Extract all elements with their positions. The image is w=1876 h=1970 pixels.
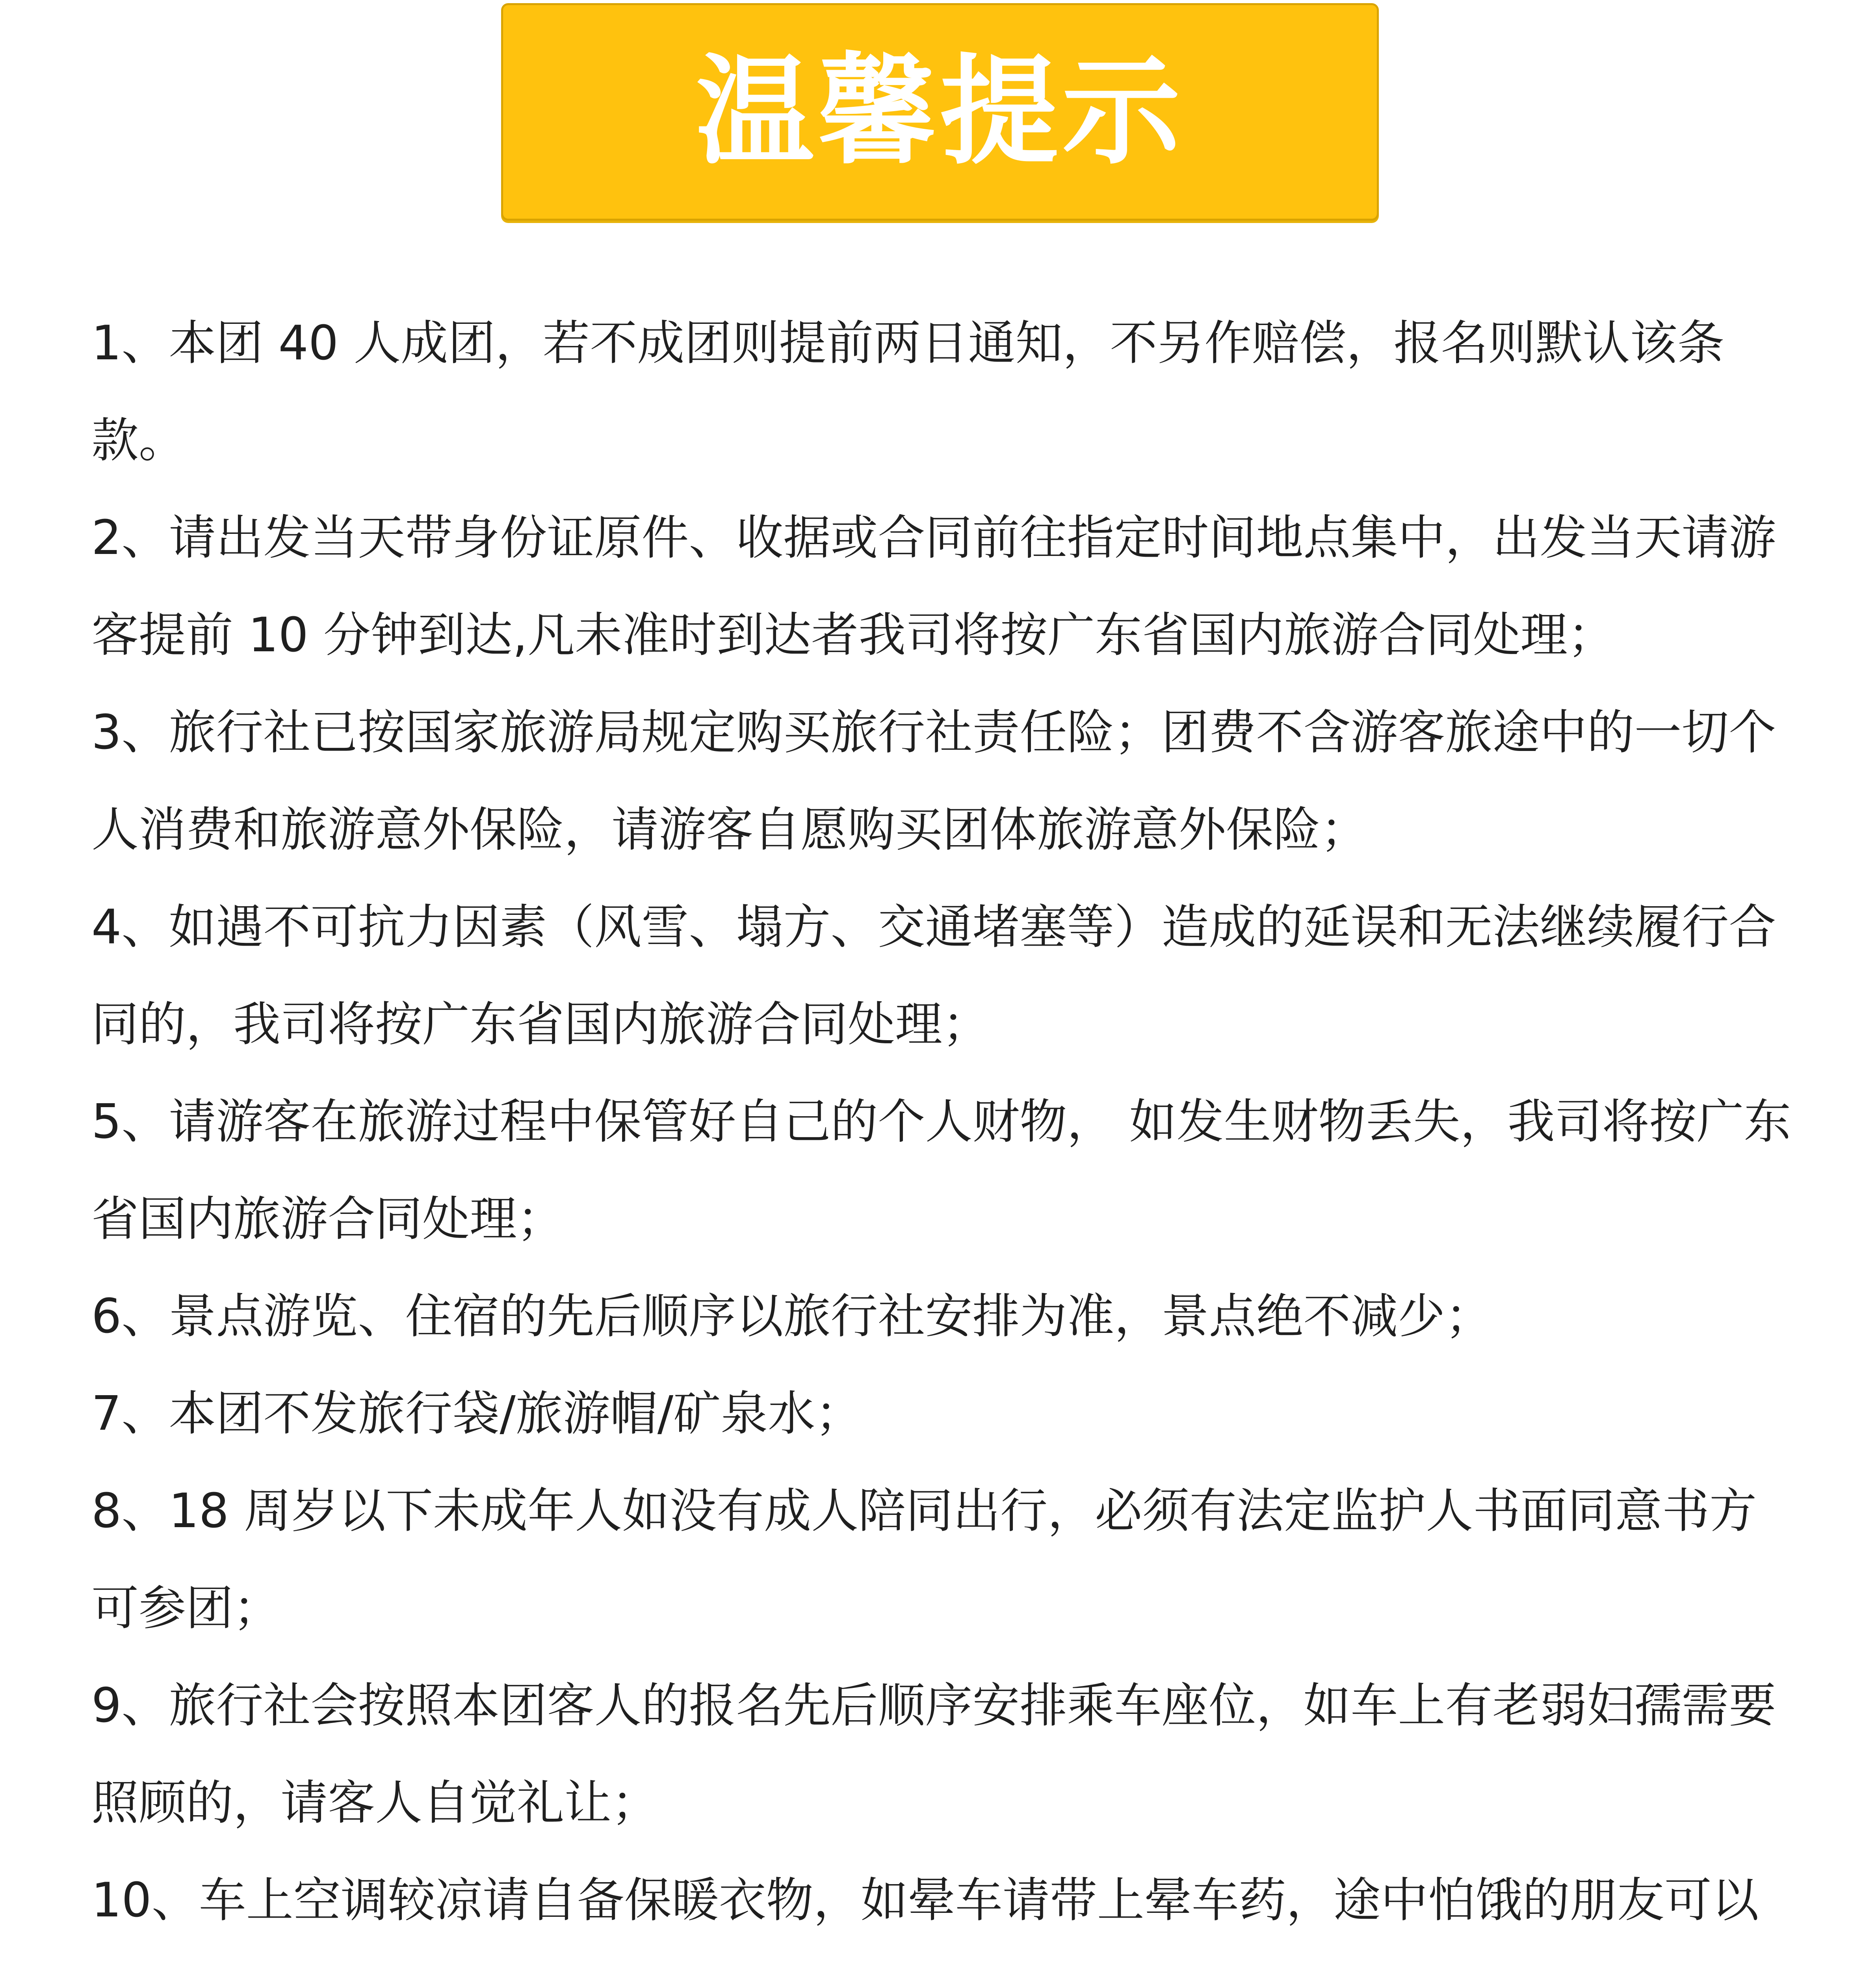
notice-item-5: 5、请游客在旅游过程中保管好自己的个人财物， 如发生财物丢失，我司将按广东省国内旅游合同处理；	[91, 1095, 1791, 1247]
notice-item-7: 7、本团不发旅行袋/旅游帽/矿泉水；	[91, 1386, 863, 1441]
notice-list	[91, 295, 1793, 1970]
notice-item-8: 8、18 周岁以下未成年人如没有成人陪同出行，必须有法定监护人书面同意书方可参团；	[91, 1484, 1757, 1636]
notice-item-4: 4、如遇不可抗力因素（风雪、塌方、交通堵塞等）造成的延误和无法继续履行合同的，我司将按广东省国内旅游合同处理；	[91, 900, 1776, 1052]
notice-item-2: 2、请出发当天带身份证原件、收据或合同前往指定时间地点集中，出发当天请游客提前 10 分钟到达,凡未准时到达者我司将按广东省国内旅游合同处理；	[91, 511, 1776, 663]
notice-item-10: 10、车上空调较凉请自备保暖衣物，如晕车请带上晕车药，途中怕饿的朋友可以	[91, 1873, 1759, 1928]
notice-item-6: 6、景点游览、住宿的先后顺序以旅行社安排为准，景点绝不减少；	[91, 1289, 1493, 1344]
notice-item-1: 1、本团 40 人成团，若不成团则提前两日通知，不另作赔偿，报名则默认该条款。	[91, 316, 1725, 468]
notice-item-9: 9、旅行社会按照本团客人的报名先后顺序安排乘车座位，如车上有老弱妇孺需要照顾的，请客人自觉礼让；	[91, 1678, 1776, 1831]
notice-item-3: 3、旅行社已按国家旅游局规定购买旅行社责任险；团费不含游客旅途中的一切个人消费和旅游意外保险，请游客自愿购买团体旅游意外保险；	[91, 705, 1776, 857]
title-banner	[501, 3, 1379, 221]
page-title: 温馨提示	[696, 43, 1184, 180]
